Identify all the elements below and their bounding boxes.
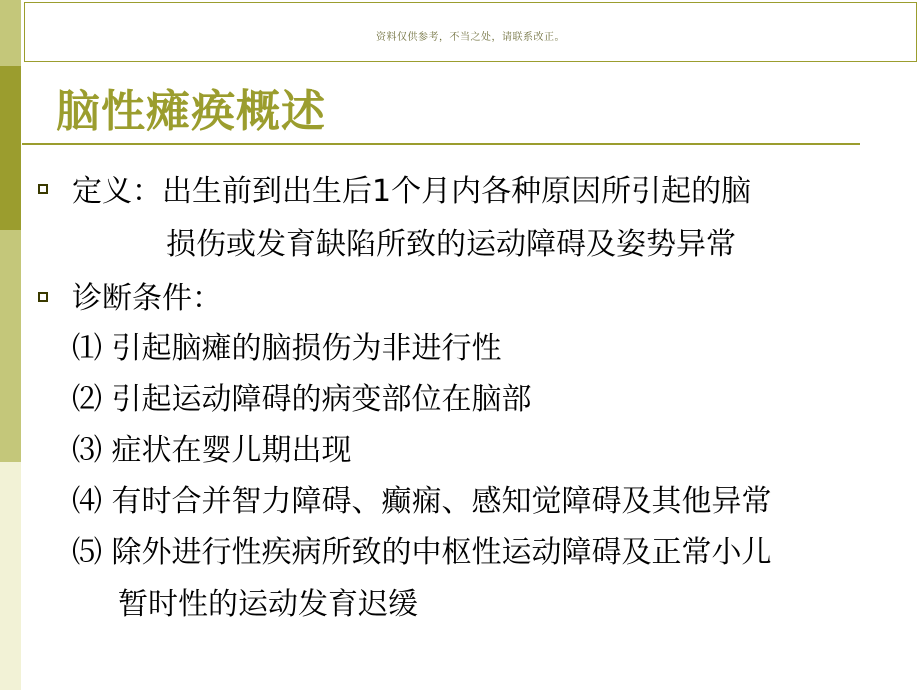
criteria-heading: 诊断条件： <box>72 281 222 316</box>
criteria-item-4: ⑷ 有时合并智力障碍、癫痫、感知觉障碍及其他异常 <box>72 484 772 519</box>
criteria-item-5-continued: 暂时性的运动发育迟缓 <box>118 587 418 622</box>
slide-title: 脑性瘫痪概述 <box>56 86 326 137</box>
side-bar-segment-4 <box>0 462 21 690</box>
side-bar-segment-3 <box>0 230 21 462</box>
side-bar-segment-2 <box>0 66 21 230</box>
bullet-square-icon <box>38 184 48 194</box>
criteria-item-5: ⑸ 除外进行性疾病所致的中枢性运动障碍及正常小儿 <box>72 535 772 570</box>
header-notice: 资料仅供参考，不当之处，请联系改正。 <box>376 32 565 43</box>
definition-line-2: 损伤或发育缺陷所致的运动障碍及姿势异常 <box>166 227 736 262</box>
side-bar-segment-1 <box>0 0 21 66</box>
bullet-square-icon <box>38 292 48 302</box>
criteria-item-1: ⑴ 引起脑瘫的脑损伤为非进行性 <box>72 331 502 366</box>
definition-line-1: 定义：出生前到出生后1个月内各种原因所引起的脑 <box>72 174 752 209</box>
title-divider <box>22 143 860 145</box>
criteria-item-3: ⑶ 症状在婴儿期出现 <box>72 433 352 468</box>
criteria-item-2: ⑵ 引起运动障碍的病变部位在脑部 <box>72 382 532 417</box>
header-box <box>24 2 917 62</box>
